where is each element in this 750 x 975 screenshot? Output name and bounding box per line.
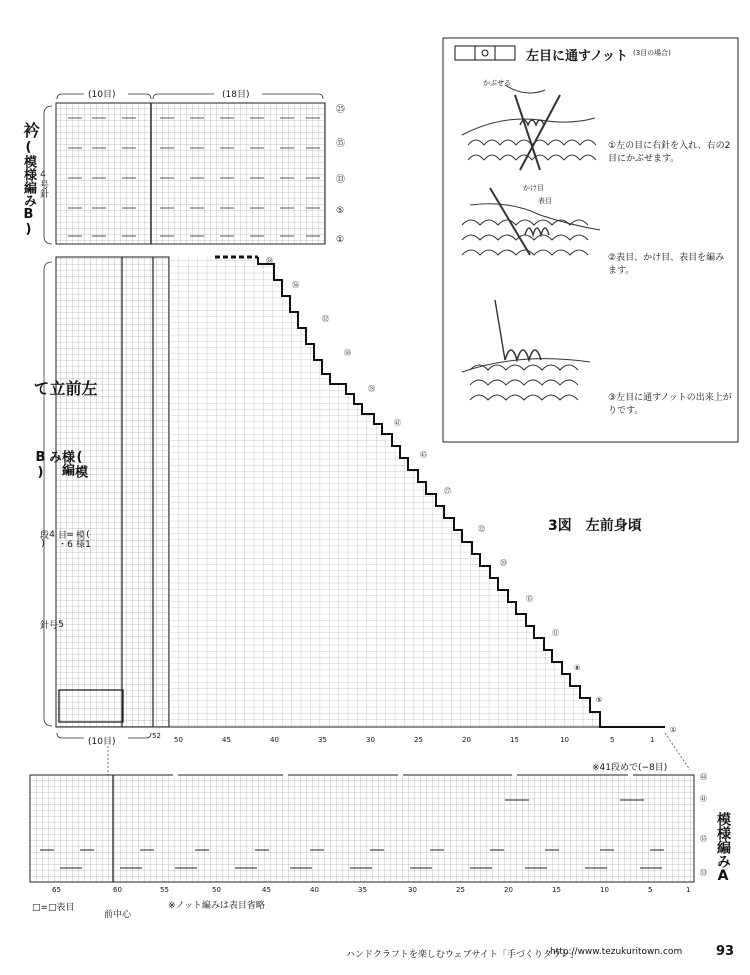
front-band-title: 左前立て — [31, 380, 98, 396]
main-chart-title: 3図 左前身頃 — [548, 518, 642, 534]
front-band-grid — [56, 257, 169, 727]
callout-label: 表目 — [538, 197, 552, 205]
collar-row-label: ⑮ — [336, 139, 346, 149]
x-tick: 55 — [160, 886, 169, 894]
x-tick: 10 — [600, 886, 609, 894]
row-label: ㉜ — [322, 315, 329, 323]
x-tick: 30 — [408, 886, 417, 894]
x-tick: 25 — [414, 736, 423, 744]
x-tick: 35 — [358, 886, 367, 894]
pattern-a-row-label: ㉝ — [700, 869, 707, 877]
x-tick: 50 — [174, 736, 183, 744]
callout-label: かけ目 — [523, 184, 544, 192]
front-band-bottom-brace: (10目) — [88, 737, 116, 747]
x-tick: 5 — [610, 736, 615, 744]
pattern-a-row-label: ㉟ — [700, 835, 707, 843]
row-label: ㊱ — [292, 281, 299, 289]
x-tick: 60 — [113, 886, 122, 894]
pattern-a-row-label: ㊹ — [700, 773, 707, 781]
x-tick: 45 — [222, 736, 231, 744]
pattern-a-title: 模様編みA — [715, 812, 731, 884]
collar-brace-left: (10目) — [88, 90, 116, 100]
x-tick: 30 — [366, 736, 375, 744]
x-tick: 65 — [52, 886, 61, 894]
x-tick: 20 — [462, 736, 471, 744]
collar-row-label: ⑤ — [336, 206, 345, 216]
row-label: ㊺ — [420, 451, 427, 459]
collar-row-label: ㉕ — [336, 105, 346, 115]
row-label: ⑳ — [500, 559, 507, 567]
pattern-a-grid — [30, 775, 694, 882]
knot-panel-frame — [443, 38, 738, 442]
x-tick: 52 — [152, 732, 161, 740]
row-label: ㉚ — [344, 349, 351, 357]
collar-brace-right: (18目) — [222, 90, 250, 100]
row-label: ㉒ — [478, 525, 485, 533]
collar-needle: 4号針 — [38, 170, 48, 198]
x-tick: 10 — [560, 736, 569, 744]
step-text: ③左目に通すノットの出来上がりです。 — [608, 393, 732, 416]
x-tick: 45 — [262, 886, 271, 894]
collar-brace — [57, 94, 323, 99]
pattern-a-note-bottom: ※ノット編みは表目省略 — [168, 901, 265, 911]
x-tick: 15 — [510, 736, 519, 744]
row-label: ① — [670, 726, 677, 734]
knot-panel-note: (3目の場合) — [633, 49, 671, 57]
row-label: ㊳ — [266, 257, 273, 265]
collar-grid — [56, 103, 325, 244]
x-tick: 35 — [318, 736, 327, 744]
collar-title-paren: (模様編みB) — [21, 140, 36, 237]
x-tick: 15 — [552, 886, 561, 894]
page-number: 93 — [716, 944, 735, 959]
front-band-detail: (1模様=6目・4段) — [38, 530, 93, 550]
row-label: ⑤ — [596, 696, 603, 704]
collar-row-label: ⑬ — [336, 175, 346, 185]
legend: □=□表目 — [32, 903, 75, 913]
step-text: ②表目、かけ目、表目を編みます。 — [608, 253, 725, 276]
collar-title-main: 衿 — [21, 122, 40, 138]
step-text: ①左の目に右針を入れ、右の2目にかぶせます。 — [608, 141, 731, 164]
knot-panel-header: 左目に通すノット — [526, 49, 629, 64]
front-band-needle: 5号針 — [38, 620, 66, 630]
row-label: ㉘ — [368, 385, 375, 393]
x-tick: 40 — [270, 736, 279, 744]
footer-url[interactable]: http://www.tezukuritown.com — [550, 947, 683, 957]
row-label: ㊶ — [394, 419, 401, 427]
x-tick: 20 — [504, 886, 513, 894]
collar-row-label: ① — [336, 235, 345, 245]
pattern-a-note-top: ※41段めで(−8目) — [592, 763, 668, 773]
row-label: ⑧ — [574, 664, 581, 672]
front-band-pattern: (模様編みB) — [33, 450, 87, 480]
x-tick: 1 — [650, 736, 655, 744]
x-tick: 40 — [310, 886, 319, 894]
x-tick: 50 — [212, 886, 221, 894]
callout-label: かぶせる — [483, 79, 511, 87]
row-label: ㉗ — [444, 487, 451, 495]
footer-site: ハンドクラフトを楽しむウェブサイト「手づくりタウン」 — [346, 950, 579, 960]
front-center-label: 前中心 — [104, 910, 132, 920]
x-tick: 5 — [648, 886, 653, 894]
x-tick: 1 — [686, 886, 691, 894]
row-label: ⑪ — [552, 629, 559, 637]
row-label: ⑮ — [526, 595, 533, 603]
x-tick: 25 — [456, 886, 465, 894]
pattern-a-row-label: ㊶ — [700, 795, 707, 803]
